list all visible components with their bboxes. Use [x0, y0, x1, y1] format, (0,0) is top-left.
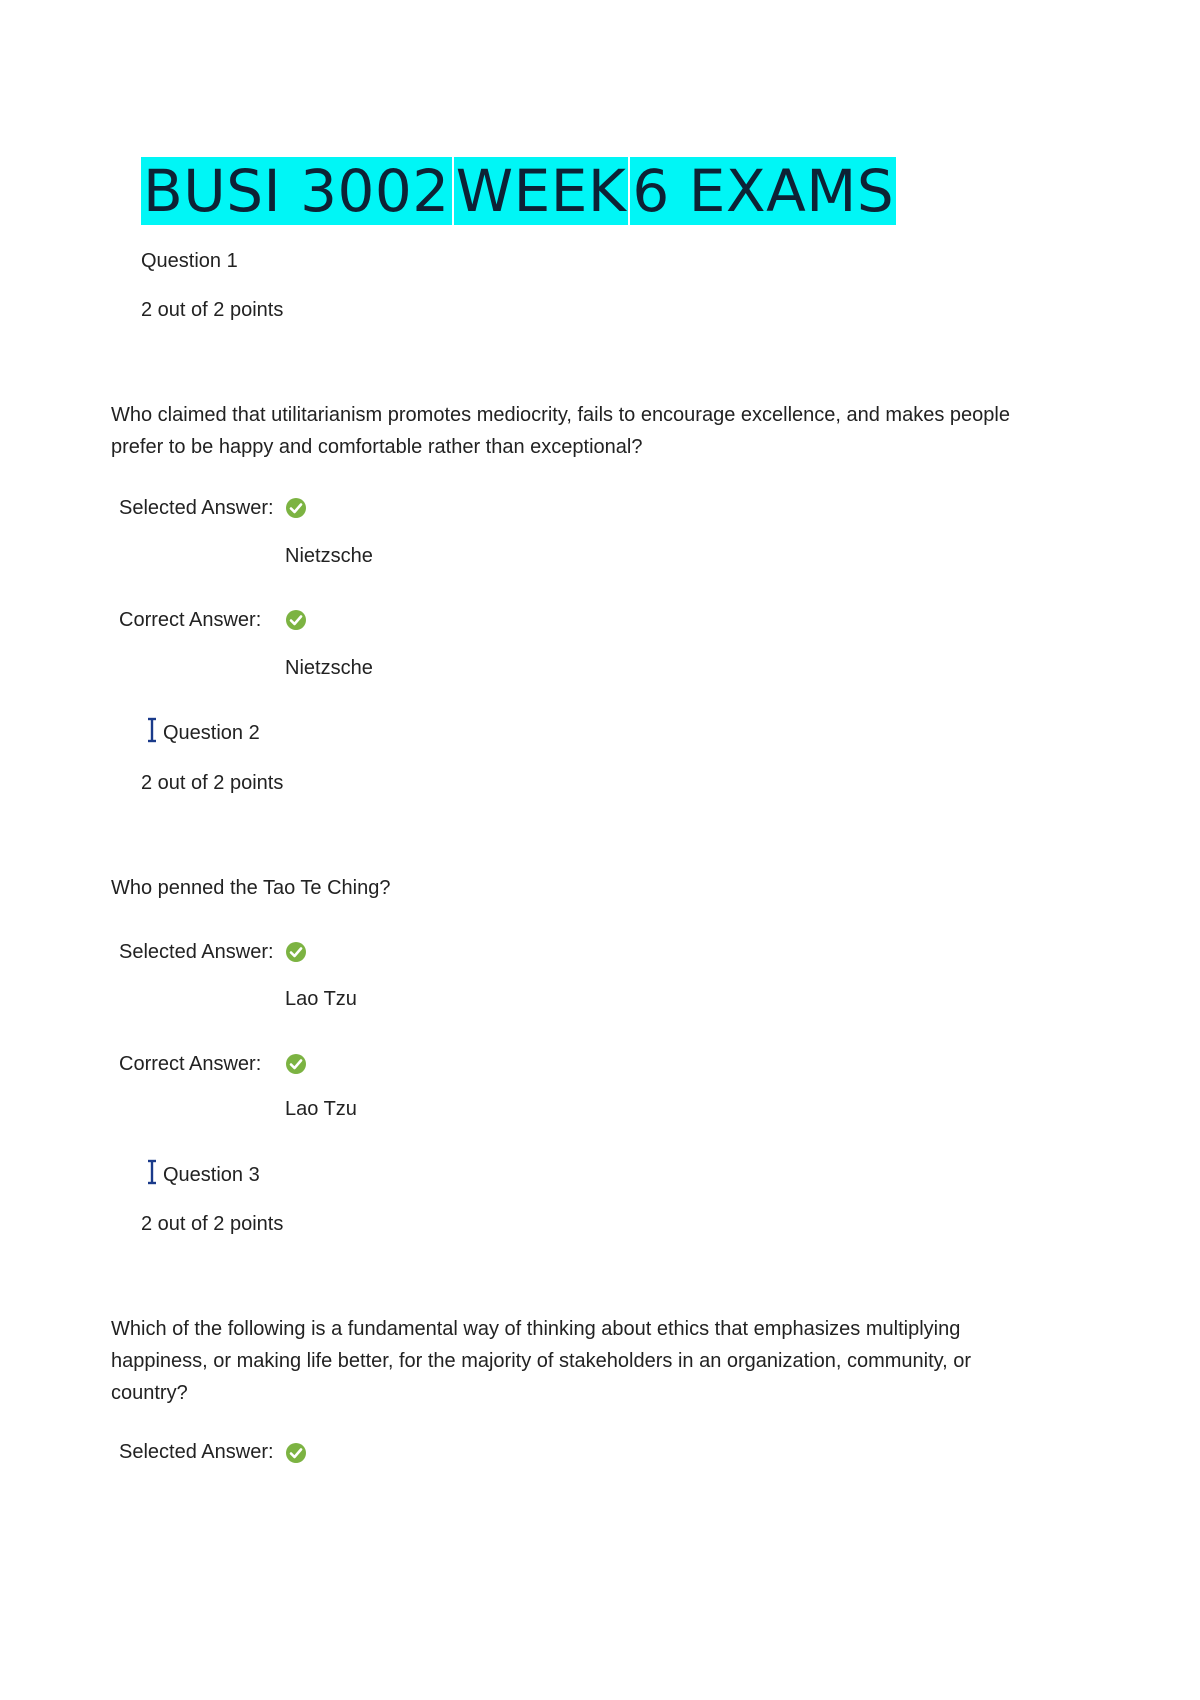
question-2-heading: Question 2: [163, 722, 260, 744]
question-2-correct-label: Correct Answer:: [119, 1053, 262, 1075]
question-1-selected-answer: Nietzsche: [285, 545, 373, 567]
question-2-points: 2 out of 2 points: [141, 772, 284, 794]
title-part-week: WEEK: [455, 157, 627, 225]
question-3-heading: Question 3: [163, 1164, 260, 1186]
title-part-exams: 6 EXAMS: [632, 157, 895, 225]
check-icon: [285, 497, 307, 519]
question-1-selected-label: Selected Answer:: [119, 497, 274, 519]
question-1-heading: Question 1: [141, 250, 238, 272]
question-2-selected-answer: Lao Tzu: [285, 988, 357, 1010]
question-3-text: Which of the following is a fundamental way of thinking about ethics that emphasizes multiplying happiness, or making life better, for the majority of stakeholders in an organization, community, or country?: [111, 1318, 972, 1404]
check-icon: [285, 609, 307, 631]
resize-handle-icon[interactable]: [145, 716, 159, 744]
question-2-correct-answer: Lao Tzu: [285, 1098, 357, 1120]
document-title: [141, 155, 896, 227]
check-icon: [285, 941, 307, 963]
check-icon: [285, 1442, 307, 1464]
question-3-points: 2 out of 2 points: [141, 1213, 284, 1235]
question-2-text: Who penned the Tao Te Ching?: [111, 877, 391, 899]
question-3-selected-label: Selected Answer:: [119, 1441, 274, 1463]
question-1-correct-label: Correct Answer:: [119, 609, 262, 631]
question-1-correct-answer: Nietzsche: [285, 657, 373, 679]
check-icon: [285, 1053, 307, 1075]
question-1-points: 2 out of 2 points: [141, 299, 284, 321]
title-part-course: BUSI 3002: [143, 157, 450, 225]
question-2-selected-label: Selected Answer:: [119, 941, 274, 963]
resize-handle-icon[interactable]: [145, 1158, 159, 1186]
question-1-text: Who claimed that utilitarianism promotes mediocrity, fails to encourage excellence, and makes people prefer to be happy and comfortable rather than exceptional?: [111, 404, 1010, 458]
